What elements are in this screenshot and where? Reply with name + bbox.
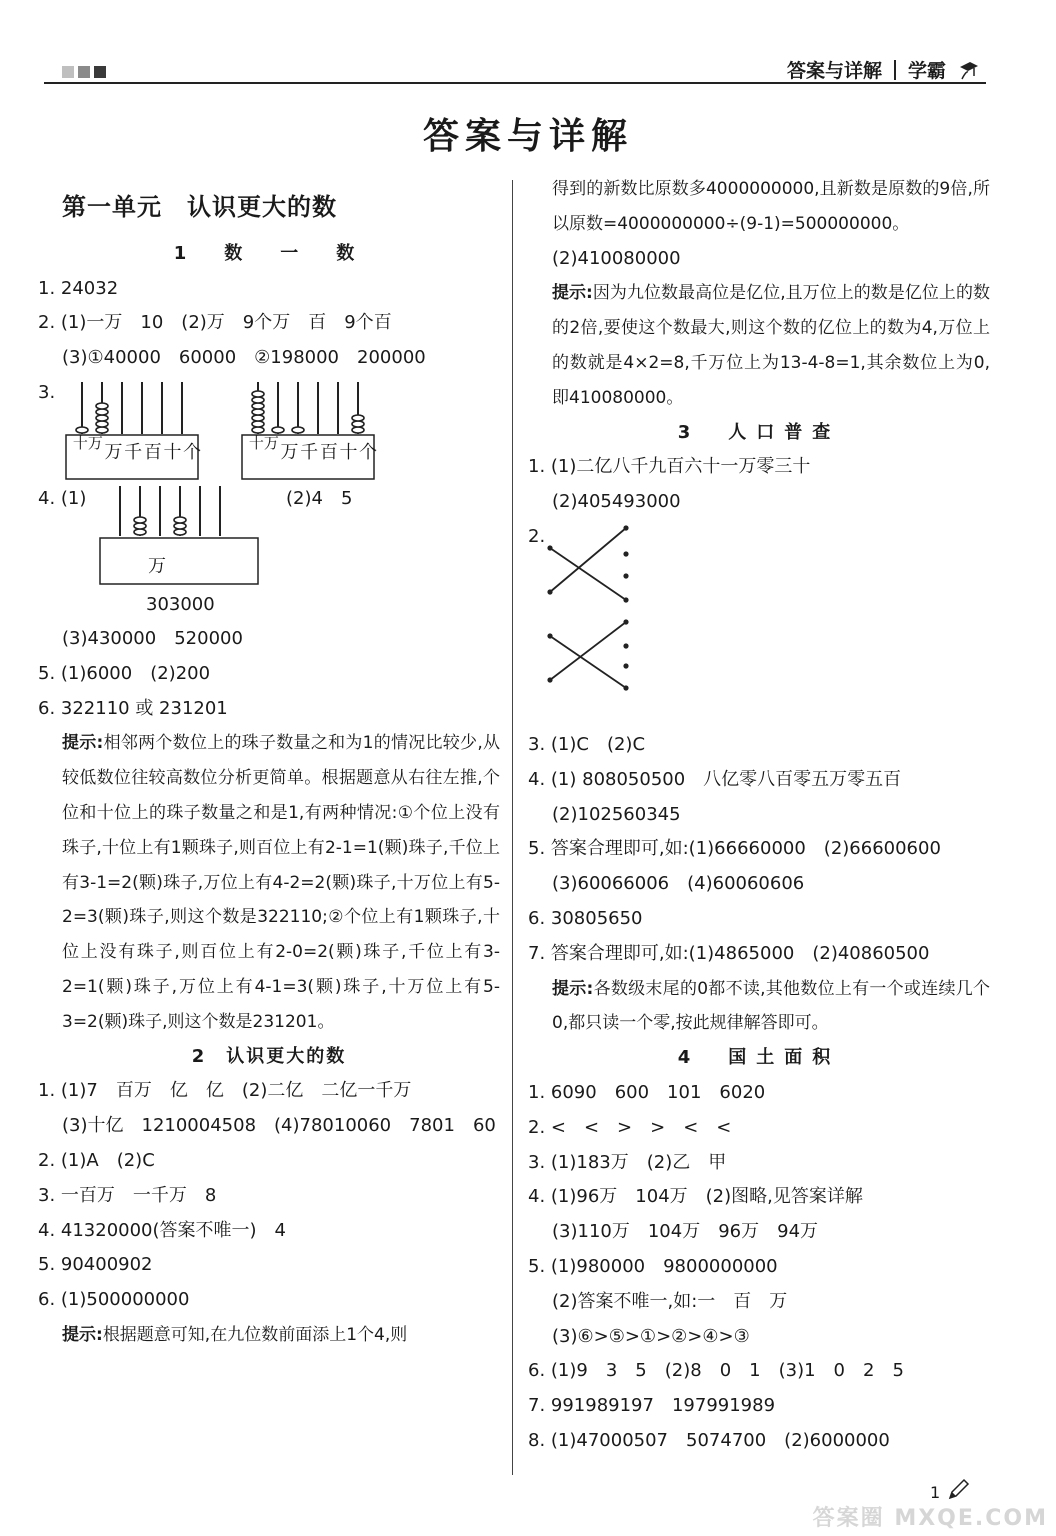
answer-4-3: 3. (1)183万 (2)乙 甲 [528,1151,727,1173]
answer-2-6b: (2)410080000 [552,247,681,269]
answer-3-3: 3. (1)C (2)C [528,733,646,755]
answer-3-5a: 5. 答案合理即可,如:(1)66660000 (2)66600600 [528,838,941,860]
answer-1-5: 5. (1)6000 (2)200 [38,662,211,684]
header-right [787,56,978,83]
abacus-b-label-4: 百 [319,441,338,463]
answer-4-8: 8. (1)47000507 5074700 (2)6000000 [528,1429,890,1451]
watermark: 答案圈 MXQE.COM [812,1506,1048,1531]
abacus-b-label-5: 十 [339,441,358,463]
right-column [528,172,990,1459]
tip-3 [528,276,990,415]
tip-3-label: 提示: [552,283,593,304]
left-column [38,180,500,1353]
tip-4 [528,972,990,1042]
answer-4-6: 6. (1)9 3 5 (2)8 0 1 (3)1 0 2 5 [528,1360,904,1382]
tip-3-text: 因为九位数最高位是亿位,且万位上的数是亿位上的数的2倍,要使这个数最大,则这个数的亿位上的数为4,万位上的数就是4×2=8,千万位上为13-4-8=1,其余数位上为0,即410080000。 [552,283,990,408]
header-book-section: 答案与详解 [786,60,882,82]
answer-2-6: 6. (1)500000000 [38,1289,190,1311]
header-squares [62,66,106,78]
answer-4-1: 1. 6090 600 101 6020 [528,1081,766,1103]
header-square-dark [94,66,106,78]
tip-1-text: 相邻两个数位上的珠子数量之和为1的情况比较少,从较低数位往较高数位分析更简单。根据题意从右往左推,个位和十位上的珠子数量之和是1,有两种情况:①个位上没有珠子,十位上有1颗珠子,则百位上有2-1=1(颗)珠子,千位上有3-1=2(颗)珠子,万位上有4-2=2(颗)珠子,十万位上有5-2=3(颗)珠子,则这个数是322110;②个位上有1颗珠子,十位上没有珠子,则百位上有2-0=2(颗)珠子,千位上有3-2=1(颗)珠子,万位上有4-1=3(颗)珠子,十万位上有5-3=2(颗)珠子,则这个数是231201。 [62,733,500,1032]
answer-1-1: 1. 24032 [38,277,119,299]
matching-lines [542,524,642,724]
abacus-c-label: 万 [148,555,166,577]
abacus-b-label-2: 万 [280,441,299,463]
header-separator [894,60,896,80]
tip-4-label: 提示: [552,978,594,999]
answer-3-5b: (3)60066006 (4)60060606 [552,873,805,895]
answer-1-6: 6. 322110 或 231201 [38,697,228,719]
answer-3-4a: 4. (1) 808050500 八亿零八百零五万零五百 [528,768,902,790]
header-rule [44,82,986,84]
tip-2-continued: 得到的新数比原数多4000000000,且新数是原数的9倍,所以原数=4000000000÷(9-1)=500000000。 [552,179,990,234]
abacus-a-label-5: 十 [163,441,182,463]
answer-2-3: 3. 一百万 一千万 8 [38,1184,217,1206]
section-title-4: 4 国土面积 [677,1047,841,1069]
answer-4-4a: 4. (1)96万 104万 (2)图略,见答案详解 [528,1186,863,1208]
abacus-b-label-1: 十万 [248,433,279,452]
page-title: 答案与详解 [422,116,633,157]
answer-3-6: 6. 30805650 [528,907,643,929]
answer-4-5b: (2)答案不唯一,如:一 百 万 [552,1290,788,1312]
header-square-mid [78,66,90,78]
answer-3-7: 7. 答案合理即可,如:(1)4865000 (2)40860500 [528,942,930,964]
abacus-a-labels [72,433,202,471]
abacus-a-label-4: 百 [143,441,162,463]
answer-1-4c: (3)430000 520000 [62,627,243,649]
section-title-1: 1 数 一 数 [173,242,365,264]
section-title-2: 2 认识更大的数 [191,1045,347,1067]
tip-1 [38,726,500,1039]
abacus-b-label-3: 千 [300,441,319,463]
abacus-c [98,484,262,586]
answer-4-7: 7. 991989197 197991989 [528,1395,776,1417]
answer-1-3: 3. [38,381,56,403]
abacus-figure-q3 [38,376,500,482]
answer-3-2: 2. [528,525,546,547]
tip-2-text: 根据题意可知,在九位数前面添上1个4,则 [102,1324,408,1345]
column-divider [512,180,513,1475]
abacus-c-value: 303000 [146,593,215,615]
answer-3-1a: 1. (1)二亿八千九百六十一万零三十 [528,456,811,478]
pencil-icon [946,1476,972,1502]
tip-2-label: 提示: [62,1324,103,1345]
answer-4-4b: (3)110万 104万 96万 94万 [552,1221,819,1243]
header-square-light [62,66,74,78]
answer-4-2: 2. < < > > < < [528,1116,732,1138]
header-brand: 学霸 [907,60,946,82]
graduation-cap-icon [958,59,978,81]
abacus-a-label-2: 万 [104,441,123,463]
answer-3-1b: (2)405493000 [552,491,681,513]
answer-4-5a: 5. (1)980000 9800000000 [528,1255,778,1277]
unit-title: 第一单元 认识更大的数 [62,193,337,221]
answer-2-4: 4. 41320000(答案不唯一) 4 [38,1219,287,1241]
answer-4-5c: (3)⑥>⑤>①>②>④>③ [552,1325,750,1347]
abacus-b-label-6: 个 [359,441,378,463]
matching-figure [528,520,990,728]
answer-3-4b: (2)102560345 [552,803,681,825]
answer-2-2: 2. (1)A (2)C [38,1149,155,1171]
answer-2-1b: (3)十亿 1210004508 (4)78010060 7801 60 [62,1115,496,1137]
tip-4-text: 各数级末尾的0都不读,其他数位上有一个或连续几个0,都只读一个零,按此规律解答即可。 [552,978,990,1034]
abacus-figure-q4 [38,482,500,622]
answer-2-1a: 1. (1)7 百万 亿 亿 (2)二亿 二亿一千万 [38,1080,412,1102]
answer-1-2a: 2. (1)一万 10 (2)万 9个万 百 9个百 [38,312,392,334]
tip-1-label: 提示: [62,733,104,754]
abacus-a-label-3: 千 [124,441,143,463]
section-title-3: 3 人口普查 [677,421,841,443]
page-number: 1 [930,1483,941,1502]
tip-2 [38,1318,500,1353]
answer-1-2b: (3)①40000 60000 ②198000 200000 [62,347,426,369]
answer-1-4b: (2)4 5 [286,487,353,509]
abacus-b-labels [248,433,378,471]
abacus-a-label-1: 十万 [72,433,103,452]
answer-1-4a: 4. (1) [38,487,87,509]
abacus-a-label-6: 个 [183,441,202,463]
answer-2-5: 5. 90400902 [38,1254,153,1276]
